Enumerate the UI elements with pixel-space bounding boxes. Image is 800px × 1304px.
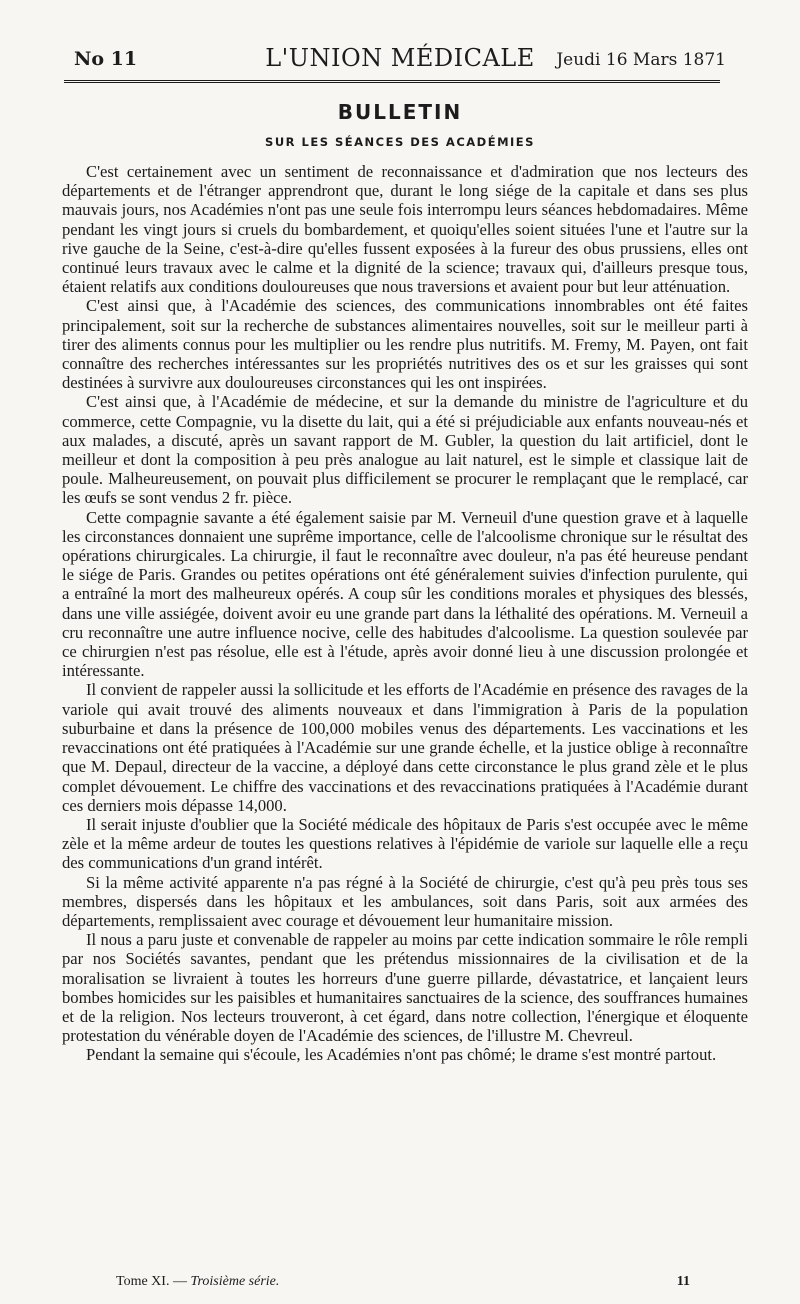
issue-date: Jeudi 16 Mars 1871 <box>556 50 726 70</box>
volume-label: Tome XI. <box>116 1274 170 1289</box>
series-label: Troisième série. <box>190 1274 280 1289</box>
bulletin-title: BULLETIN <box>337 100 463 124</box>
issue-number: No 11 <box>74 48 138 70</box>
footer-volume-info: Tome XI. — Troisième série. <box>116 1274 280 1289</box>
paragraph: Il convient de rappeler aussi la sollicitude et les efforts de l'Académie en présence des ravages de la variole qui avait trouvé des aliments nouveaux et dans l'immigration à Paris de la population suburbaine et dans la présence de 100,000 mobiles venus des départements. Les vaccinations et les revaccinations ont été pratiquées à l'Académie sur une grande échelle, et la justice oblige à reconnaître que M. Depaul, directeur de la vaccine, a déployé dans cette circonstance le plus grand zèle et le plus complet dévouement. Le chiffre des vaccinations et des revaccinations pratiquées à l'Académie durant ces derniers mois dépasse 14,000. <box>62 680 748 815</box>
paragraph: C'est ainsi que, à l'Académie de médecine, et sur la demande du ministre de l'agriculture et du commerce, cette Compagnie, vu la disette du lait, qui a été si préjudiciable aux enfants nouveau-nés et aux malades, a discuté, après un savant rapport de M. Gubler, la question du lait artificiel, dont le meilleur et dont la composition à peu près analogue au lait naturel, est le simple et classique lait de poule. Malheureusement, on pouvait plus difficilement se procurer le remplaçant que le remplacé, car les œufs se sont vendus 2 fr. pièce. <box>62 392 748 508</box>
paragraph: Il serait injuste d'oublier que la Société médicale des hôpitaux de Paris s'est occupée avec le même zèle et la même ardeur de toutes les questions relatives à l'épidémie de variole sur laquelle elle a reçu des communications d'un grand intérêt. <box>62 814 748 873</box>
bulletin-subtitle: SUR LES SÉANCES DES ACADÉMIES <box>265 135 535 149</box>
paragraph: Si la même activité apparente n'a pas régné à la Société de chirurgie, c'est qu'à peu près tous ses membres, dispersés dans les hôpitaux et les ambulances, soit dans Paris, soit aux armées des départements, remplissaient avec courage et dévouement leur humanitaire mission. <box>62 872 748 930</box>
paragraph: Pendant la semaine qui s'écoule, les Académies n'ont pas chômé; le drame s'est montré partout. <box>86 1045 717 1065</box>
paragraph: Il nous a paru juste et convenable de rappeler au moins par cette indication sommaire le rôle rempli par nos Sociétés savantes, pendant que les prétendus missionnaires de la civilisation et de la moralisation se livraient à toutes les horreurs d'une guerre pillarde, dévastatrice, et lançaient leurs bombes homicides sur les paisibles et humanitaires sanctuaires de la science, des souffrances humaines et de la religion. Nos lecteurs trouveront, à cet égard, dans notre collection, l'énergique et éloquente protestation du vénérable doyen de l'Académie des sciences, de l'illustre M. Chevreul. <box>62 930 748 1046</box>
page-number: 11 <box>676 1274 690 1289</box>
journal-title: L'UNION MÉDICALE <box>265 44 535 72</box>
article-body <box>62 162 748 1065</box>
header-rule <box>64 80 720 83</box>
paragraph: C'est certainement avec un sentiment de reconnaissance et d'admiration que nos lecteurs des départements et de l'étranger apprendront que, durant le long siége de la capitale et dans ses plus mauvais jours, nos Académies n'ont pas une seule fois interrompu leurs séances hebdomadaires. Même pendant les vingt jours si cruels du bombardement, et quoiqu'elles soient situées l'une et l'autre sur la rive gauche de la Seine, c'est-à-dire qu'elles fussent exposées à la fureur des obus prussiens, elles ont continué leurs travaux avec le calme et la dignité de la science; travaux qui, d'ailleurs presque tous, étaient relatifs aux conditions douloureuses que nous traversions et avaient pour but leur atténuation. <box>62 162 748 297</box>
paragraph: C'est ainsi que, à l'Académie des sciences, des communications innombrables ont été faites principalement, soit sur la recherche de substances alimentaires nouvelles, soit sur le meilleur parti à tirer des aliments connus pour les multiplier ou les rendre plus nutritifs. M. Fremy, M. Payen, ont fait connaître des recherches intéressantes sur les propriétés nutritives des os et sur les graisses qui sont destinées à survivre aux douloureuses circonstances qui les ont inspirées. <box>62 296 748 393</box>
paragraph: Cette compagnie savante a été également saisie par M. Verneuil d'une question grave et à laquelle les circonstances donnaient une suprême importance, celle de l'alcoolisme chronique sur le résultat des opérations chirurgicales. La chirurgie, il faut le reconnaître avec douleur, n'a pas été heureuse pendant le siége de Paris. Grandes ou petites opérations ont été généralement suivies d'infection purulente, qui a entraîné la mort des malheureux opérés. A coup sûr les conditions morales et physiques des blessés, dans une ville assiégée, doivent avoir eu une grande part dans la léthalité des opérations. M. Verneuil a cru reconnaître une autre influence nocive, celle des habitudes d'alcoolisme. La question soulevée par ce chirurgien n'est pas résolue, elle est à l'étude, après avoir donné lieu à une discussion prolongée et intéressante. <box>62 507 748 681</box>
masthead <box>74 40 726 80</box>
